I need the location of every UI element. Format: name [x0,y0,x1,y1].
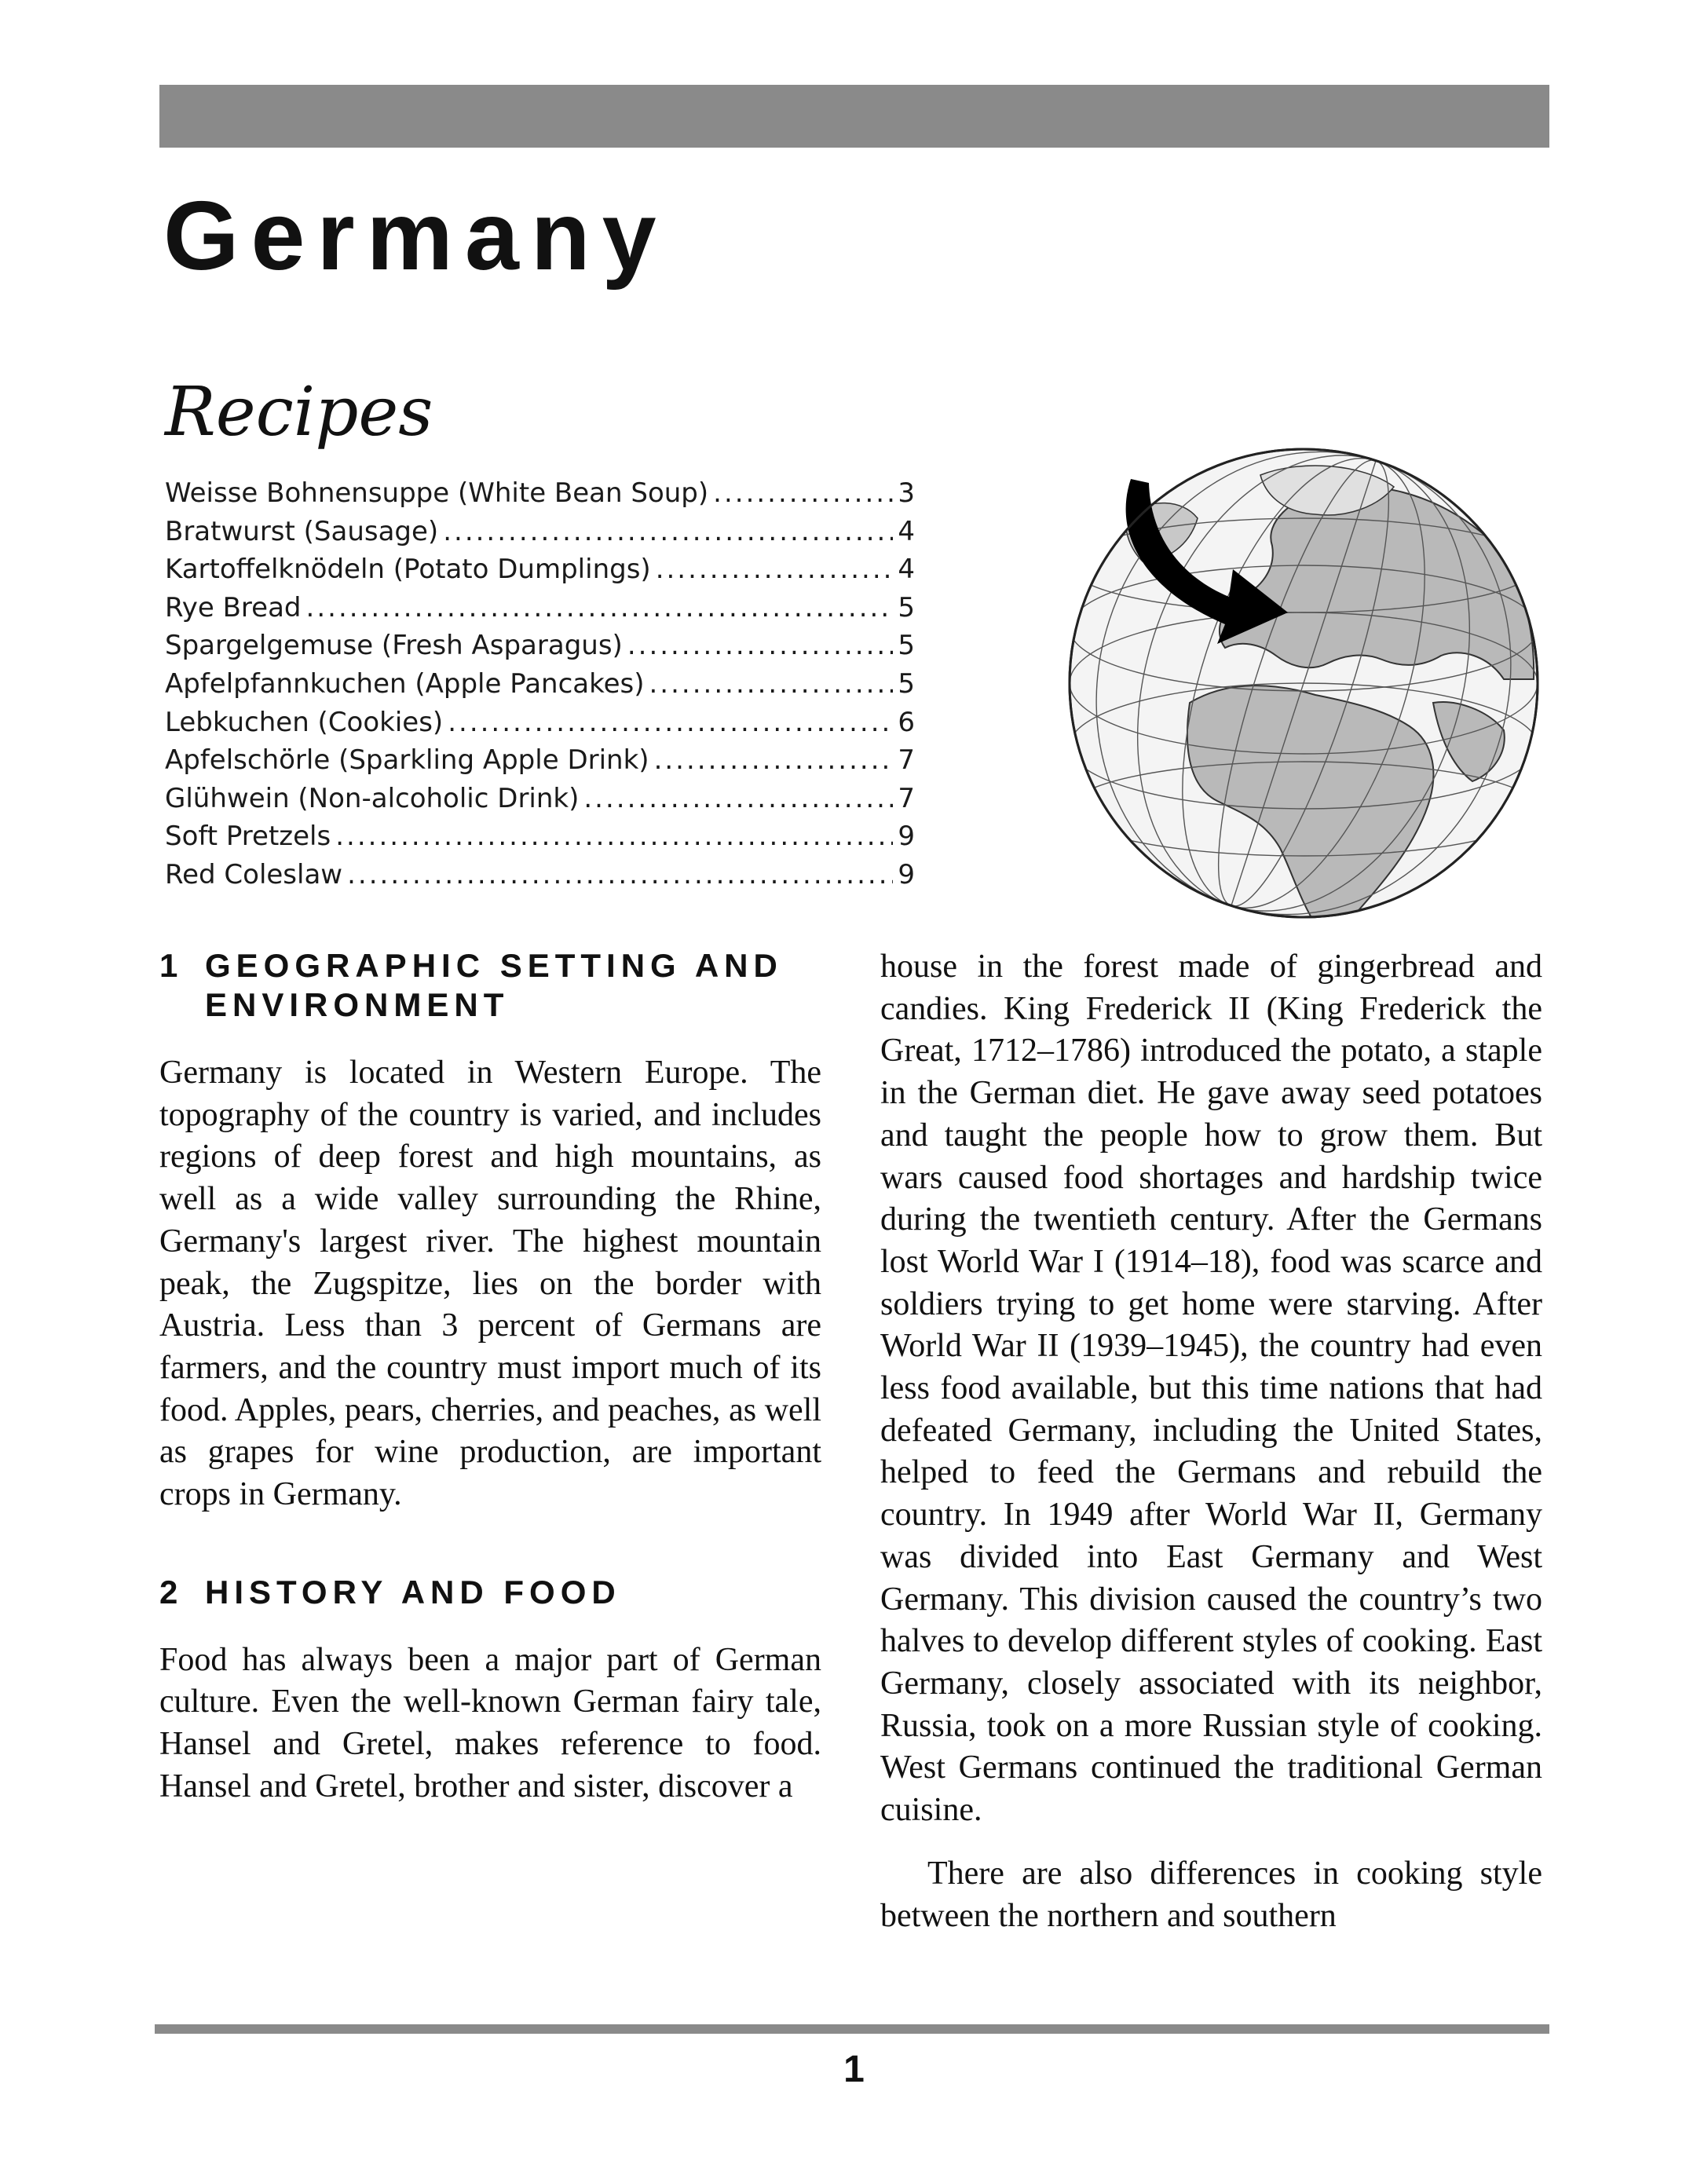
leader-dots [335,821,893,852]
header-bar [159,85,1549,148]
recipe-entry [165,592,915,631]
section-number: 2 [159,1573,178,1610]
leader-dots [654,744,894,776]
page-title: Germany [163,182,668,291]
recipe-page: 5 [898,667,915,700]
recipe-entry [165,783,915,821]
recipe-title: Soft Pretzels [165,821,331,853]
section-heading-line1: HISTORY AND FOOD [205,1573,621,1610]
recipes-heading: Recipes [165,373,433,452]
recipe-entry [165,859,915,898]
recipe-page: 6 [898,706,915,738]
recipe-page: 4 [898,515,915,547]
section-number: 1 [159,947,178,984]
recipe-title: Red Coleslaw [165,858,343,890]
recipe-title: Glühwein (Non-alcoholic Drink) [165,782,580,814]
section-paragraph: Food has always been a major part of German culture. Even the well-known German fairy tale, Hansel and Gretel, makes reference to food. Hansel and Gretel, brother and sister, discover a [159,1641,821,1804]
leader-dots [448,707,893,738]
recipe-page: 7 [898,782,915,814]
footer-rule [155,2024,1549,2034]
recipe-title: Spargelgemuse (Fresh Asparagus) [165,630,623,662]
section-heading [159,1573,821,1612]
right-column [880,946,1542,1934]
recipe-page: 3 [898,477,915,509]
recipe-entry [165,554,915,592]
leader-dots [627,630,894,661]
recipe-title: Apfelpfannkuchen (Apple Pancakes) [165,667,645,700]
recipe-page: 4 [898,554,915,586]
section-paragraph-continued: There are also differences in cooking style between the northern and southern [880,1855,1542,1934]
left-column [159,946,821,1808]
recipe-entry [165,744,915,783]
recipe-title: Weisse Bohnensuppe (White Bean Soup) [165,477,709,509]
section-heading-line1: GEOGRAPHIC SETTING AND [205,947,783,984]
recipe-page: 5 [898,630,915,662]
recipes-list [165,477,915,898]
section-heading-line2: ENVIRONMENT [205,986,510,1023]
recipe-entry [165,516,915,554]
leader-dots [713,477,893,509]
recipe-page: 5 [898,591,915,623]
section-paragraph-continued: house in the forest made of gingerbread and candies. King Frederick II (King Frederick the Great, 1712–1786) introduced the potato, a staple in the German diet. He gave away seed potatoes and taught the people how to grow them. But wars caused food shortages and hardship twice during the twentieth century. After the Germans lost World War I (1914–18), food was scarce and soldiers trying to get home were starving. After World War II (1939–1945), the country had even less food available, but this time nations that had defeated Germany, including the United States, helped to feed the Germans and rebuild the country. In 1949 after World War II, Germany was divided into East Germany and West Germany. This division caused the country’s two halves to develop different styles of cooking. East Germany, closely associated with its neighbor, Russia, took on a more Russian style of cooking. West Germans continued the traditional German cuisine. [880,949,1542,1829]
leader-dots [656,554,894,585]
recipe-entry [165,477,915,516]
recipe-entry [165,668,915,707]
leader-dots [583,783,893,814]
recipe-entry [165,821,915,859]
recipe-entry [165,630,915,668]
recipe-title: Bratwurst (Sausage) [165,515,439,547]
recipe-title: Lebkuchen (Cookies) [165,706,444,738]
recipe-title: Apfelschörle (Sparkling Apple Drink) [165,744,649,777]
recipe-page: 9 [898,821,915,853]
leader-dots [443,516,893,547]
section-paragraph: Germany is located in Western Europe. The topography of the country is varied, and includes regions of deep forest and high mountains, as well as a wide valley surrounding the Rhine, Germany's largest river. The highest mountain peak, the Zugspitze, lies on the border with Austria. Less than 3 percent of Germans are farmers, and the country must import much of its food. Apples, pears, cherries, and peaches, as well as grapes for wine production, are important crops in Germany. [159,1055,821,1513]
recipe-page: 7 [898,744,915,777]
globe-map-icon [1064,444,1543,923]
leader-dots [649,668,894,700]
recipe-entry [165,707,915,745]
section-heading [159,946,821,1025]
leader-dots [306,592,894,623]
page-number: 1 [843,2049,865,2090]
recipe-page: 9 [898,858,915,890]
recipe-title: Kartoffelknödeln (Potato Dumplings) [165,554,651,586]
leader-dots [347,859,893,890]
recipe-title: Rye Bread [165,591,302,623]
